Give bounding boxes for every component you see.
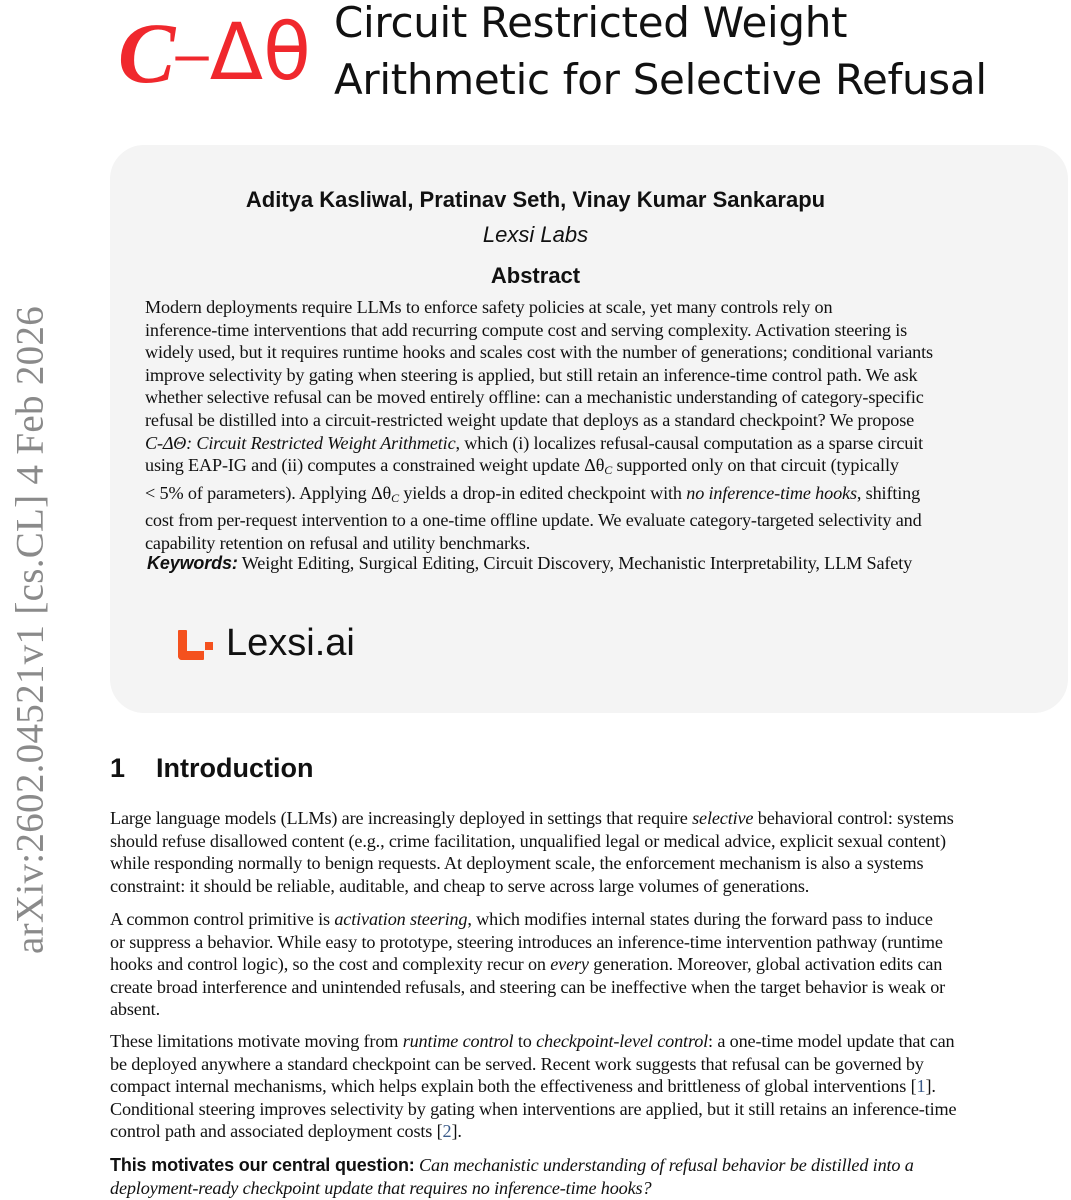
abstract-line: refusal be distilled into a circuit-restricted weight update that deploys as a standard checkpoint? We propose [145,409,915,430]
section-heading-introduction [110,753,313,784]
text-line [110,908,1070,931]
text-fragment: ]. [925,1076,936,1097]
keywords-label: Keywords: [147,553,238,573]
section-number: 1 [110,753,126,783]
abstract-line [145,482,1037,510]
affiliation: Lexsi Labs [482,222,589,247]
abstract-line: widely used, but it requires runtime hooks and scales cost with the number of generations; conditional variants [145,342,933,363]
abstract-line: improve selectivity by gating when steering is applied, but still retain an inference-time control path. We ask [145,364,918,385]
arxiv-stamp [0,270,60,990]
paper-title [334,0,987,108]
abstract-text-fragment: , shifting [856,482,921,503]
emphasis: no inference-time hooks [686,482,857,503]
text-fragment: hooks and control logic), so the cost and complexity recur on [110,954,551,975]
text-line: or suppress a behavior. While easy to prototype, steering introduces an inference-time intervention pathway (runtime [110,931,943,952]
brand-name: Lexsi.ai [226,622,355,664]
text-fragment: These limitations motivate moving from [110,1031,403,1051]
title-logo [118,5,311,101]
lexsi-logo [178,622,355,665]
keywords [147,553,912,574]
text-line [110,953,1070,976]
abstract-line [145,454,1037,482]
section-title: Introduction [156,753,314,783]
text-fragment: , which modifies internal states during the forward pass to induce [467,909,933,929]
intro-paragraph-1 [110,807,1070,897]
abstract-line [145,432,1037,455]
method-symbol: C-ΔΘ [145,432,187,453]
abstract-text-fragment: using EAP-IG and (ii) computes a constrained weight update Δθ [145,455,605,476]
text-fragment: behavioral control: systems [753,808,954,828]
text-line [110,1030,1070,1053]
text-fragment: ]. [451,1121,462,1142]
intro-paragraph-2 [110,908,1070,1021]
title-line-1: Circuit Restricted Weight [334,0,848,47]
abstract-text-fragment: < 5% of parameters). Applying Δθ [145,482,392,503]
text-fragment: Large language models (LLMs) are increasingly deployed in settings that require [110,808,693,828]
abstract-line: whether selective refusal can be moved entirely offline: can a mechanistic understanding of category-specific [145,387,924,408]
text-line [110,1120,1070,1143]
text-line: be deployed anywhere a standard checkpoint can be served. Recent work suggests that refusal can be governed by [110,1053,924,1074]
title-line-2: Arithmetic for Selective Refusal [334,55,987,104]
text-line: while responding normally to benign requests. At deployment scale, the enforcement mechanism is also a systems [110,853,924,874]
intro-paragraph-3 [110,1030,1070,1143]
text-fragment: : a one-time model update that can [708,1031,955,1051]
math-subscript: C [604,463,613,478]
keywords-list: Weight Editing, Surgical Editing, Circuit Discovery, Mechanistic Interpretability, LLM Safety [237,553,913,573]
central-question: deployment-ready checkpoint update that requires no inference-time hooks? [110,1177,652,1198]
text-fragment: control path and associated deployment costs [ [110,1121,443,1142]
text-line: Conditional steering improves selectivity by gating when interventions are applied, but it still retains an inference-time [110,1098,957,1119]
text-line [110,1075,1070,1098]
lexsi-mark-icon [178,628,214,660]
intro-paragraph-4 [110,1154,1070,1199]
emphasis: runtime control [402,1031,514,1051]
abstract-text-fragment: supported only on that circuit (typically [612,455,899,476]
abstract-heading: Abstract [490,263,581,288]
central-question: Can mechanistic understanding of refusal behavior be distilled into a [414,1155,914,1175]
math-subscript: C [391,490,399,505]
citation-link-1[interactable]: 1 [916,1076,926,1097]
emphasis: every [550,954,589,975]
abstract-line: capability retention on refusal and utility benchmarks. [145,532,531,553]
abstract-text [145,296,1037,555]
abstract-line: Modern deployments require LLMs to enforce safety policies at scale, yet many controls rely on [145,297,833,317]
abstract-line: cost from per-request intervention to a one-time offline update. We evaluate category-targeted selectivity and [145,510,922,531]
logo-dash: – [175,19,209,87]
abstract-text-fragment: yields a drop-in edited checkpoint with [398,482,687,503]
abstract-text-fragment: , which (i) localizes refusal-causal computation as a sparse circuit [455,432,924,453]
citation-link-2[interactable]: 2 [442,1121,452,1142]
text-fragment: generation. Moreover, global activation edits can [588,954,943,975]
logo-c-glyph: C [118,5,176,101]
text-line: absent. [110,999,160,1020]
text-line [110,1177,1070,1200]
text-line: should refuse disallowed content (e.g., crime facilitation, unqualified legal or medical advice, explicit sexual content) [110,830,946,851]
text-fragment: to [513,1031,537,1051]
emphasis: activation steering [334,909,468,929]
text-line: create broad interference and unintended refusals, and steering can be ineffective when the target behavior is weak or [110,976,946,997]
text-fragment: compact internal mechanisms, which helps explain both the effectiveness and brittleness of global interventions [ [110,1076,917,1097]
author-list: Aditya Kasliwal, Pratinav Seth, Vinay Kumar Sankarapu [245,187,826,212]
text-line [110,1154,1070,1177]
emphasis: selective [692,808,754,828]
abstract-line: inference-time interventions that add recurring compute cost and serving complexity. Activation steering is [145,319,908,340]
logo-delta-theta: Δθ [209,8,311,98]
text-line: constraint: it should be reliable, auditable, and cheap to serve across large volumes of generations. [110,875,810,896]
arxiv-identifier: arXiv:2602.04521v1 [cs.CL] 4 Feb 2026 [8,305,52,955]
lead-in: This motivates our central question: [110,1155,415,1175]
text-fragment: A common control primitive is [110,909,335,929]
method-name: : Circuit Restricted Weight Arithmetic [186,432,456,453]
emphasis: checkpoint-level control [536,1031,709,1051]
text-line [110,807,1070,830]
